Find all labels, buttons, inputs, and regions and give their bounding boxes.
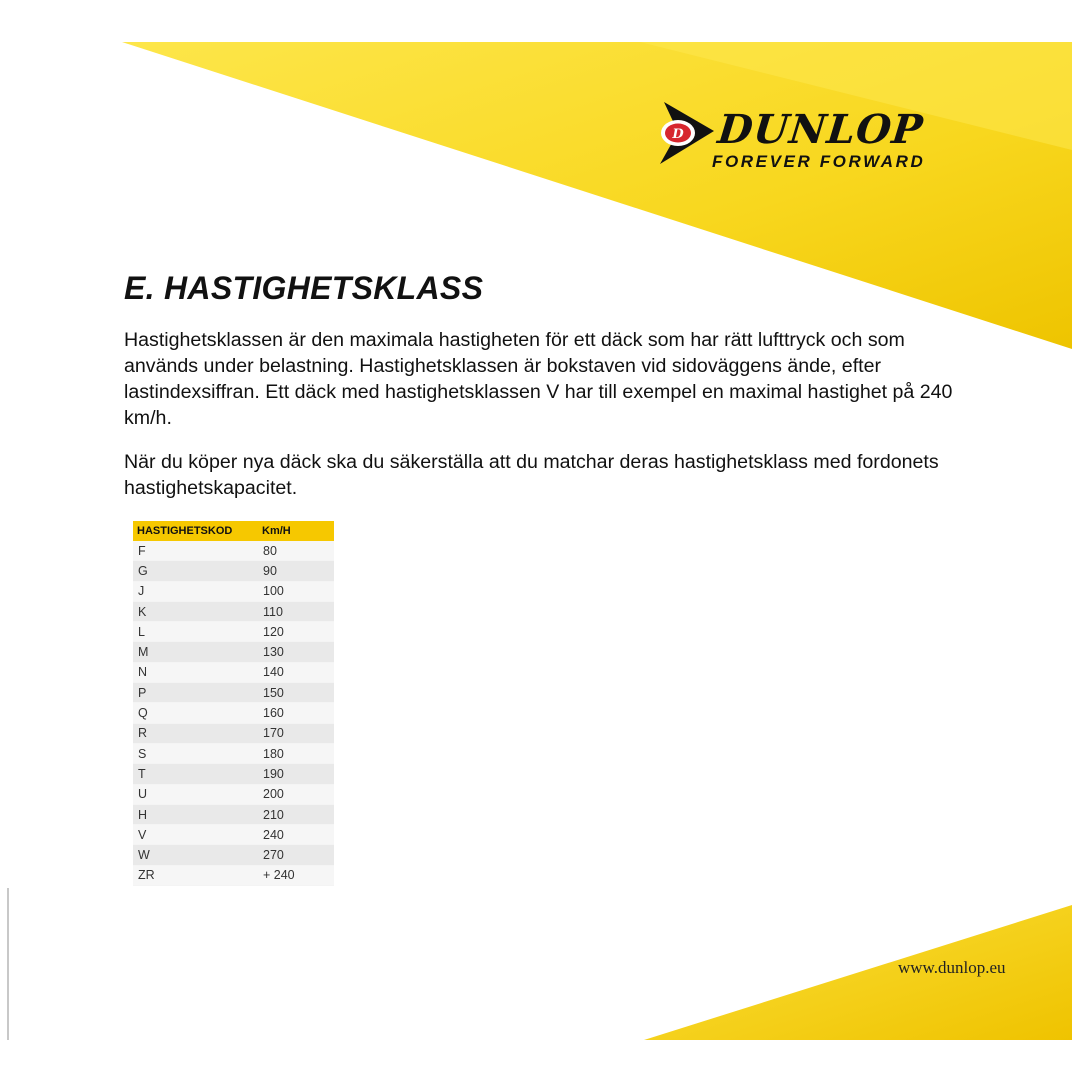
table-body (133, 541, 334, 886)
speed-kmh-cell: 150 (258, 683, 334, 703)
speed-kmh-cell: 100 (258, 581, 334, 601)
speed-code-cell: V (133, 825, 258, 845)
column-header-code: HASTIGHETSKOD (133, 521, 258, 541)
table-row (133, 662, 334, 682)
speed-kmh-cell: 170 (258, 723, 334, 743)
dunlop-flying-d-icon (656, 102, 716, 164)
speed-code-cell: ZR (133, 865, 258, 885)
speed-code-cell: N (133, 662, 258, 682)
table-row (133, 622, 334, 642)
dunlop-logo (656, 98, 1024, 178)
speed-kmh-cell: 90 (258, 561, 334, 581)
speed-code-cell: F (133, 541, 258, 561)
speed-rating-table (133, 521, 334, 886)
speed-code-cell: H (133, 804, 258, 824)
speed-code-cell: G (133, 561, 258, 581)
speed-code-cell: P (133, 683, 258, 703)
section-title: E. HASTIGHETSKLASS (124, 270, 484, 306)
table-row (133, 601, 334, 621)
speed-kmh-cell: 130 (258, 642, 334, 662)
speed-kmh-cell: 200 (258, 784, 334, 804)
speed-kmh-cell: 240 (258, 825, 334, 845)
brand-tagline: FOREVER FORWARD (712, 152, 926, 171)
speed-kmh-cell: 110 (258, 601, 334, 621)
table-row (133, 642, 334, 662)
table-row (133, 804, 334, 824)
table-row (133, 865, 334, 885)
table-header-row (133, 521, 334, 541)
column-header-speed: Km/H (258, 521, 334, 541)
speed-kmh-cell: 160 (258, 703, 334, 723)
table-row (133, 703, 334, 723)
speed-code-cell: Q (133, 703, 258, 723)
advice-paragraph: När du köper nya däck ska du säkerställa att du matchar deras hastighetsklass med fordonets hastighetskapacitet. (124, 451, 939, 499)
speed-kmh-cell: 180 (258, 743, 334, 763)
table-row (133, 581, 334, 601)
speed-kmh-cell: 140 (258, 662, 334, 682)
table-row (133, 723, 334, 743)
bottom-yellow-band (644, 905, 1072, 1040)
table-row (133, 683, 334, 703)
table-row (133, 825, 334, 845)
table-row (133, 845, 334, 865)
speed-code-cell: W (133, 845, 258, 865)
speed-code-cell: S (133, 743, 258, 763)
speed-code-cell: M (133, 642, 258, 662)
table-row (133, 784, 334, 804)
brand-name: DUNLOP (715, 106, 926, 153)
intro-paragraph: Hastighetsklassen är den maximala hastigheten för ett däck som har rätt lufttryck och som används under belastning. Hastighetsklassen är bokstaven vid sidoväggens ände, efter lastindexsiffran. Ett däck med hastighetsklassen V har till exempel en maximal hastighet på 240 km/h. (124, 329, 953, 429)
speed-code-cell: U (133, 784, 258, 804)
table-row (133, 561, 334, 581)
speed-kmh-cell: 270 (258, 845, 334, 865)
speed-kmh-cell: + 240 (258, 865, 334, 885)
speed-code-cell: T (133, 764, 258, 784)
table-row (133, 764, 334, 784)
speed-code-cell: R (133, 723, 258, 743)
table-row (133, 743, 334, 763)
speed-code-cell: K (133, 601, 258, 621)
speed-kmh-cell: 120 (258, 622, 334, 642)
svg-text:D: D (672, 127, 684, 142)
table-row (133, 541, 334, 561)
speed-code-cell: J (133, 581, 258, 601)
speed-kmh-cell: 210 (258, 804, 334, 824)
speed-code-cell: L (133, 622, 258, 642)
speed-kmh-cell: 190 (258, 764, 334, 784)
website-url: www.dunlop.eu (898, 958, 1006, 977)
speed-kmh-cell: 80 (258, 541, 334, 561)
